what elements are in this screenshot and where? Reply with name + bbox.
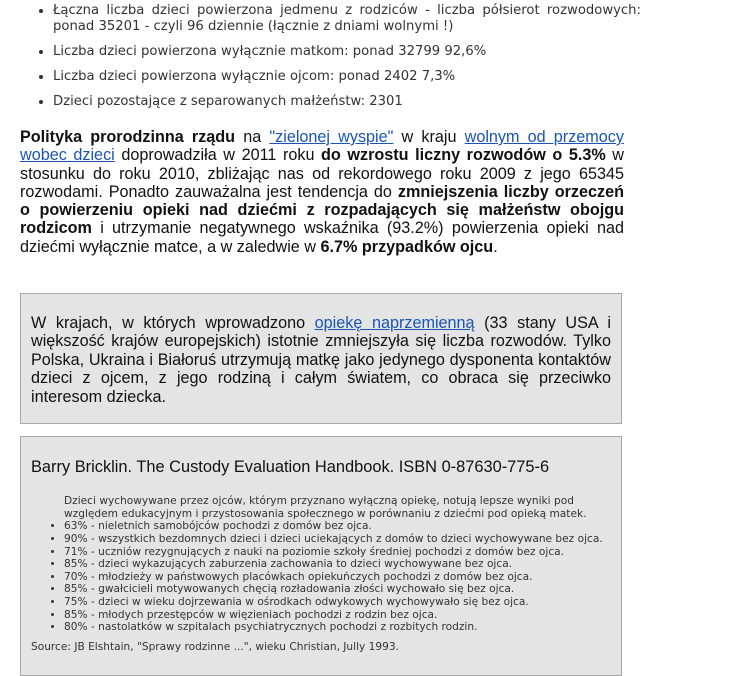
list-item: • 85% - młodych przestępców w więzieniach pochodzi z rodzin bez ojca. — [64, 609, 611, 622]
bricklin-box — [20, 436, 622, 676]
list-item: • 70% - młodzieży w państwowych placówkach opiekuńczych pochodzi z domów bez ojca. — [64, 571, 611, 584]
list-item: • 80% - nastolatków w szpitalach psychiatrycznych pochodzi z rozbitych rodzin. — [64, 621, 611, 634]
custody-decrease-bold: zmniejszenia liczby orzeczeń o powierzeniu opieki nad dziećmi z rozpadających się małżeństw obojgu rodzicom — [20, 182, 624, 238]
list-item: • Liczba dzieci powierzona wyłącznie matkom: ponad 32799 92,6% — [53, 44, 641, 60]
list-item: • Dzieci pozostające z separowanych małżeństw: 2301 — [53, 94, 641, 110]
father-percentage-bold: 6.7% przypadków ojcu — [320, 237, 494, 256]
list-item: • 71% - uczniów rezygnujących z nauki na poziomie szkoły średniej pochodzi z domów bez ojca. — [64, 546, 611, 559]
policy-text: . — [493, 237, 498, 256]
shared-custody-paragraph — [31, 314, 611, 406]
shared-custody-link[interactable]: opiekę naprzemienną — [314, 314, 475, 332]
list-item: • Liczba dzieci powierzona wyłącznie ojcom: ponad 2402 7,3% — [53, 69, 641, 85]
shared-custody-box — [20, 293, 622, 424]
policy-text: doprowadziła w 2011 roku — [114, 146, 322, 165]
policy-bold-heading: Polityka prorodzinna rządu — [20, 128, 236, 146]
bricklin-intro: Dzieci wychowywane przez ojców, którym przyznano wyłączną opiekę, notują lepsze wyniki pod względem edukacyjnym i przystosowania społecznego w porównaniu z dziećmi pod opieką matek. — [64, 495, 587, 520]
policy-text: w kraju — [393, 128, 465, 146]
source-citation: Source: JB Elshtain, "Sprawy rodzinne ...", wieku Christian, Jully 1993. — [31, 640, 399, 653]
policy-paragraph — [20, 128, 624, 256]
list-item: • 63% - nieletnich samobójców pochodzi z domów bez ojca. — [64, 520, 611, 533]
green-island-link[interactable]: "zielonej wyspie" — [269, 128, 394, 146]
list-item: • 75% - dzieci w wieku dojrzewania w ośrodkach odwykowych wychowywało się bez ojca. — [64, 596, 611, 609]
list-item: • 85% - dzieci wykazujących zaburzenia zachowania to dzieci wychowywane bez ojca. — [64, 558, 611, 571]
violence-free-link[interactable]: wolnym od przemocy wobec dzieci — [20, 128, 624, 165]
list-item: • Łączna liczba dzieci powierzona jedmenu z rodziców - liczba półsierot rozwodowych: ponad 35201 - czyli 96 dziennie (łącznie z dniami wolnymi !) — [53, 3, 641, 35]
shared-custody-text: W krajach, w których wprowadzono — [31, 314, 315, 332]
policy-text: i utrzymanie negatywnego wskaźnika (93.2%) powierzenia opieki nad dziećmi wyłącznie matce, a w zaledwie w — [20, 219, 624, 256]
divorce-increase-bold: do wzrostu liczny rozwodów o 5.3% — [321, 146, 606, 165]
policy-text: na — [235, 128, 270, 146]
list-item: • 85% - gwałcicieli motywowanych chęcią rozładowania złości wychowało się bez ojca. — [64, 583, 611, 596]
policy-text: w stosunku do roku 2010, zbliżając nas od rekordowego roku 2009 z jego 65345 rozwodami. Ponadto zauważalna jest tendencja do — [20, 146, 624, 201]
fatherless-facts-list — [51, 520, 611, 633]
divorce-stats-list — [36, 3, 641, 119]
shared-custody-text: (33 stany USA i większość krajów europejskich) istotnie zmniejszyła się liczba rozwodów. Tylko Polska, Ukraina i Białoruś utrzymują matkę jako jedynego dysponenta kontaktów dzieci z ojcem, z jego rodziną i całym światem, co obraca się przeciwko interesom dziecka. — [31, 314, 611, 406]
book-title: Barry Bricklin. The Custody Evaluation Handbook. ISBN 0-87630-775-6 — [31, 458, 550, 476]
list-item: • 90% - wszystkich bezdomnych dzieci i dzieci uciekających z domów to dzieci wychowywane bez ojca. — [64, 533, 611, 546]
